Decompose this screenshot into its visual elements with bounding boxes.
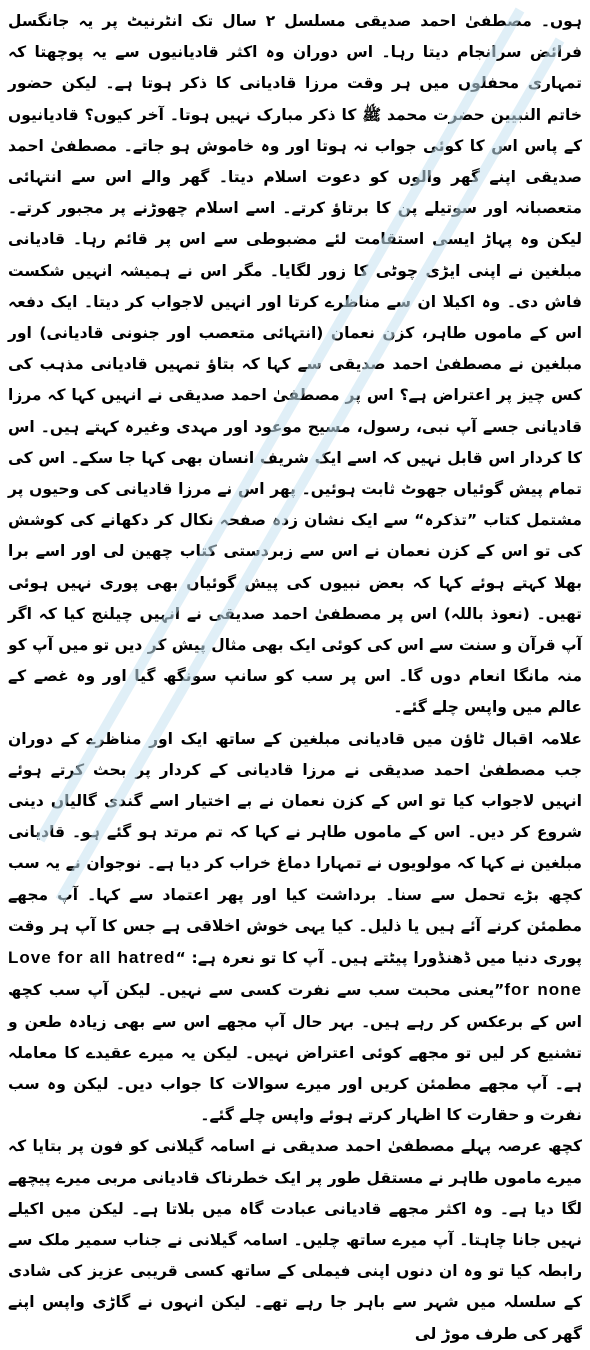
quote-translation: ”یعنی محبت سب سے نفرت کسی سے نہیں۔ لیکن آپ سب کچھ اس کے برعکس کر رہے ہیں۔ بہر حال آپ مجھے اس سے بھی زیادہ طعن و تشنیع کر لیں تو مجھے کوئی اعتراض نہیں۔ لیکن یہ میرے عقیدے کا معاملہ ہے۔ آپ مجھے مطمئن کریں اور میرے سوالات کا جواب دیں۔ لیکن وہ سب نفرت و حقارت کا اظہار کرتے ہوئے واپس چلے گئے۔ <box>8 981 582 1125</box>
paragraph-2-text: علامہ اقبال ٹاؤن میں قادیانی مبلغین کے ساتھ ایک اور مناظرے کے دوران جب مصطفیٰ احمد صدیقی نے مرزا قادیانی کے کردار پر بحث کرتے ہوئے انہیں لاجواب کیا تو اس کے کزن نعمان نے بے اختیار اسے گندی گالیاں دینی شروع کر دیں۔ اس کے ماموں طاہر نے کہا کہ تم مرتد ہو گئے ہو۔ قادیانی مبلغین نے کہا کہ مولویوں نے تمہارا دماغ خراب کر دیا ہے۔ نوجوان نے یہ سب کچھ بڑے تحمل سے سنا۔ برداشت کیا اور پھر اعتماد سے کہا۔ آپ مجھے مطمئن کرنے آئے ہیں یا ذلیل۔ کیا یہی خوش اخلاقی ہے جس کا آپ ہر وقت پوری دنیا میں ڈھنڈورا پیٹتے ہیں۔ آپ کا تو نعرہ ہے: <box>8 729 582 968</box>
paragraph-1: ہوں۔ مصطفیٰ احمد صدیقی مسلسل ۲ سال تک انٹرنیٹ پر یہ جانگسل فرائض سرانجام دیتا رہا۔ اس دوران وہ اکثر قادیانیوں سے یہ پوچھتا کہ تمہاری محفلوں میں ہر وقت مرزا قادیانی کا ذکر ہوتا ہے۔ لیکن حضور خاتم النبیین حضرت محمد ﷺ کا ذکر مبارک نہیں ہوتا۔ آخر کیوں؟ قادیانیوں کے پاس اس کا کوئی جواب نہ ہوتا اور وہ خاموش ہو جاتے۔ مصطفیٰ احمد صدیقی اپنے گھر والوں کو دعوت اسلام دیتا۔ گھر والے اس سے انتہائی متعصبانہ اور سوتیلے پن کا برتاؤ کرتے۔ اسے اسلام چھوڑنے پر مجبور کرتے۔ لیکن وہ پہاڑ ایسی استقامت لئے مضبوطی سے اس پر قائم رہا۔ قادیانی مبلغین نے اپنی ایڑی چوٹی کا زور لگایا۔ مگر اس نے ہمیشہ انہیں شکست فاش دی۔ وہ اکیلا ان سے مناظرے کرتا اور انہیں لاجواب کر دیتا۔ ایک دفعہ اس کے ماموں طاہر، کزن نعمان (انتہائی متعصب اور جنونی قادیانی) اور مبلغین نے مصطفیٰ احمد صدیقی سے کہا کہ بتاؤ تمہیں قادیانی مذہب کی کس چیز پر اعتراض ہے؟ اس پر مصطفیٰ احمد صدیقی نے انہیں کہا کہ مرزا قادیانی جسے آپ نبی، رسول، مسیح موعود اور مہدی وغیرہ کہتے ہیں۔ اس کا کردار اس قابل نہیں کہ اسے ایک شریف انسان بھی کہا جا سکے۔ اس کی تمام پیش گوئیاں جھوٹ ثابت ہوئیں۔ پھر اس نے مرزا قادیانی کی وحیوں پر مشتمل کتاب ”تذکرہ“ سے ایک نشان زدہ صفحہ نکال کر دکھانے کی کوشش کی تو اس کے کزن نعمان نے اس سے زبردستی کتاب چھین لی اور اسے برا بھلا کہتے ہوئے کہا کہ بعض نبیوں کی پیش گوئیاں بھی پوری نہیں ہوئی تھیں۔ (نعوذ باللہ) اس پر مصطفیٰ احمد صدیقی نے انہیں چیلنج کیا کہ اگر آپ قرآن و سنت سے اس کی کوئی ایک بھی مثال پیش کر دیں تو میں آپ کو منہ مانگا انعام دوں گا۔ اس پر سب کو سانپ سونگھ گیا اور وہ غصے کے عالم میں واپس چلے گئے۔ <box>8 12 582 717</box>
paragraph-2: علامہ اقبال ٹاؤن میں قادیانی مبلغین کے ساتھ ایک اور مناظرے کے دوران جب مصطفیٰ احمد صدیقی نے مرزا قادیانی کے کردار پر بحث کرتے ہوئے انہیں لاجواب کیا تو اس کے کزن نعمان نے بے اختیار اسے گندی گالیاں دینی شروع کر دیں۔ اس کے ماموں طاہر نے کہا کہ تم مرتد ہو گئے ہو۔ قادیانی مبلغین نے کہا کہ مولویوں نے تمہارا دماغ خراب کر دیا ہے۔ نوجوان نے یہ سب کچھ بڑے تحمل سے سنا۔ برداشت کیا اور پھر اعتماد سے کہا۔ آپ مجھے مطمئن کرنے آئے ہیں یا ذلیل۔ کیا یہی خوش اخلاقی ہے جس کا آپ ہر وقت پوری دنیا میں ڈھنڈورا پیٹتے ہیں۔ آپ کا تو نعرہ ہے: “Love for all hatred for none”یعنی محبت سب سے نفرت کسی سے نہیں۔ لیکن آپ سب کچھ اس کے برعکس کر رہے ہیں۔ بہر حال آپ مجھے اس سے بھی زیادہ طعن و تشنیع کر لیں تو مجھے کوئی اعتراض نہیں۔ لیکن یہ میرے عقیدے کا معاملہ ہے۔ آپ مجھے مطمئن کریں اور میرے سوالات کا جواب دیں۔ لیکن وہ سب نفرت و حقارت کا اظہار کرتے ہوئے واپس چلے گئے۔ <box>8 729 582 1125</box>
quote-latin: Love for all hatred for none <box>8 948 582 1000</box>
paragraph-3: کچھ عرصہ پہلے مصطفیٰ احمد صدیقی نے اسامہ گیلانی کو فون پر بتایا کہ میرے ماموں طاہر نے مستقل طور پر ایک خطرناک قادیانی مربی میرے پیچھے لگا دیا ہے۔ وہ اکثر مجھے قادیانی عبادت گاہ میں بلاتا ہے۔ لیکن میں اکیلے نہیں جانا چاہتا۔ آپ میرے ساتھ چلیں۔ اسامہ گیلانی نے جناب سمیر ملک سے رابطہ کیا تو وہ ان دنوں اپنی فیملی کے ساتھ کسی قریبی عزیز کی شادی کے سلسلہ میں شہر سے باہر جا رہے تھے۔ لیکن انہوں نے گاڑی واپس اپنے گھر کی طرف موڑ لی <box>8 1137 582 1343</box>
